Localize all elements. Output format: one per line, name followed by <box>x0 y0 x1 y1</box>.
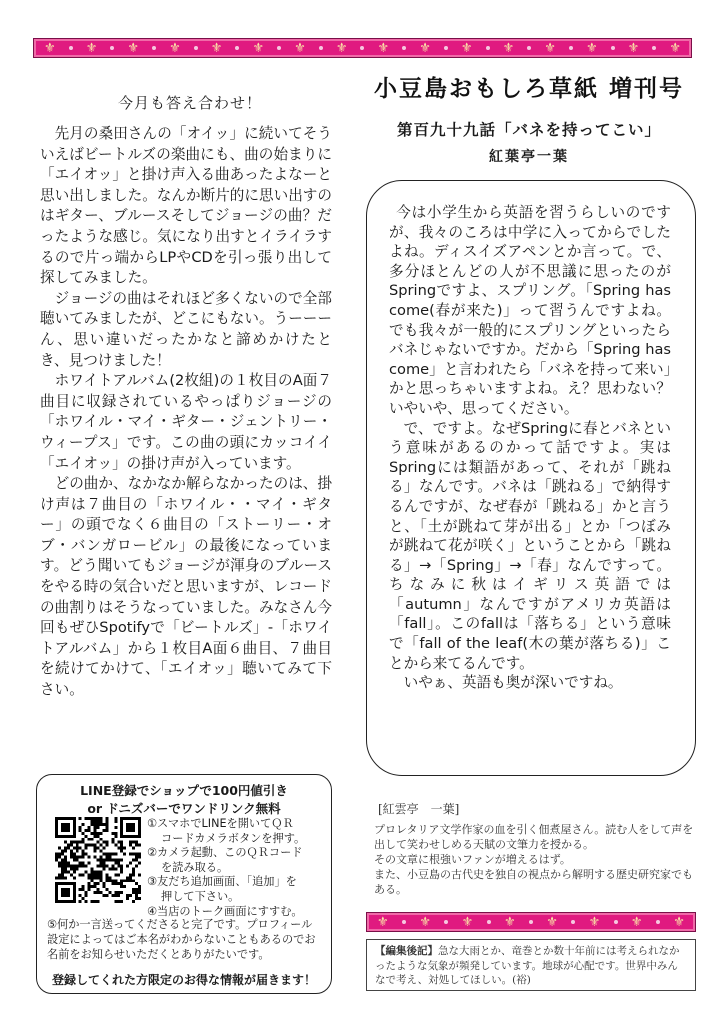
story-paragraph: いやぁ、英語も奥が深いですね。 <box>403 674 623 692</box>
story-paragraph: で、ですよ。なぜSpringに春とバネという意味があるのかって話ですよ。実はSpringには類語があって、それが「跳ねる」なんです。バネは「跳ねる」で納得するんですが、なぜ春が「跳ねる」かと言うと、「土が跳ねて芽が出る」とか「つぼみが跳ねて花が咲く」ということから「跳ねる」→「Spring」→「春」なんですって。ちなみに秋はイギリス英語では「autumn」なんですがアメリカ英語は「fall」。このfallは「落ちる」という意味で「fall of the leaf(木の葉が落ちる)」ことから来てるんです。 <box>389 419 671 672</box>
column-paragraph: どの曲か、なかなか解らなかったのは、掛け声は７曲目の「ホワイル・・マイ・ギター」の頭でなく６曲目の「ストーリー・オブ・バンガロービル」の最後になっています。どう聞いてもジョージが渾身のブルースをやる時の気合いだと思いますが、レコードの曲割りはそうなっていました。みなさん今回もぜひSpotifyで「ビートルズ」-「ホワイトアルバム」から１枚目A面６曲目、７曲目を続けてかけて、「エイオッ」聴いてみて下さい。 <box>40 475 332 699</box>
line-subheading: or ドニズバーでワンドリンク無料 <box>87 801 281 816</box>
dot-icon <box>571 920 575 924</box>
fleur-icon: ⚜ <box>585 40 598 56</box>
fleur-icon: ⚜ <box>169 40 181 56</box>
fleur-icon: ⚜ <box>294 40 306 56</box>
dot-icon <box>569 46 573 50</box>
dot-icon <box>402 920 406 924</box>
qr-code-icon[interactable] <box>55 817 141 903</box>
profile-line: プロレタリア文学作家の血を引く佃煮屋さん。読む人をして声を出して笑わせしめる天賦の文筆力を授かる。 <box>374 823 694 851</box>
line-step: ④当店のトーク画面にすすむ。 <box>147 904 303 918</box>
fleur-icon: ⚜ <box>377 914 389 930</box>
bottom-ornament-banner <box>366 912 696 932</box>
dot-icon <box>319 46 323 50</box>
column-title: 今月も答え合わせ！ <box>117 94 262 112</box>
fleur-icon: ⚜ <box>377 40 390 56</box>
dot-icon <box>614 920 618 924</box>
editor-note <box>366 939 696 991</box>
dot-icon <box>652 46 656 50</box>
line-steps <box>147 817 327 919</box>
dot-icon <box>235 46 239 50</box>
fleur-icon: ⚜ <box>335 40 348 56</box>
dot-icon <box>194 46 198 50</box>
episode-title: 第百九十九話「バネを持ってこい」 <box>396 121 661 139</box>
fleur-icon: ⚜ <box>85 40 98 56</box>
profile-text <box>374 822 694 897</box>
fleur-icon: ⚜ <box>544 40 556 56</box>
fleur-icon: ⚜ <box>252 40 265 56</box>
column-paragraph: ホワイトアルバム(2枚組)の１枚目のA面７曲目に収録されているやっぱりジョージの「ホワイル・マイ・ギター・ジェントリー・ウィープス」です。この曲の頭にカッコイイ「エイオッ」の掛け声が入っています。 <box>40 372 332 472</box>
dot-icon <box>527 46 531 50</box>
line-step: 押して下さい。 <box>161 889 240 903</box>
column-body <box>40 124 332 701</box>
line-registration-box <box>36 774 332 994</box>
fleur-icon: ⚜ <box>627 40 640 56</box>
line-step: ①スマホでLINEを開いてＱＲ <box>147 817 294 830</box>
profile-line: その文章に根強いファンが増えるはず。 <box>374 853 571 866</box>
dot-icon <box>402 46 406 50</box>
fleur-icon: ⚜ <box>461 914 474 930</box>
fleur-icon: ⚜ <box>630 914 643 930</box>
fleur-icon: ⚜ <box>419 914 431 930</box>
dot-icon <box>656 920 660 924</box>
author-name: 紅葉亭一葉 <box>489 149 569 165</box>
line-step: を読み取る。 <box>161 860 229 874</box>
fleur-icon: ⚜ <box>127 40 140 56</box>
dot-icon <box>529 920 533 924</box>
line-step: ③友だち追加画面、「追加」を <box>147 875 297 889</box>
dot-icon <box>152 46 156 50</box>
story-box <box>366 180 696 776</box>
profile-line: また、小豆島の古代史を独自の視点から解明する歴史研究家でもある。 <box>374 868 693 896</box>
fleur-icon: ⚜ <box>502 40 515 56</box>
fleur-icon: ⚜ <box>546 914 558 930</box>
fleur-icon: ⚜ <box>503 914 516 930</box>
fleur-icon: ⚜ <box>419 40 431 56</box>
top-ornament-banner <box>33 38 692 58</box>
fleur-icon: ⚜ <box>673 914 685 930</box>
dot-icon <box>360 46 364 50</box>
dot-icon <box>69 46 73 50</box>
editor-note-text: 急な大雨とか、竜巻とか数十年前には考えられなかったような気象が頻発しています。地球が心配です。世界中みんなで考え、対処してほしい。(裕) <box>375 945 680 986</box>
dot-icon <box>110 46 114 50</box>
dot-icon <box>277 46 281 50</box>
dot-icon <box>611 46 615 50</box>
dot-icon <box>487 920 491 924</box>
fleur-icon: ⚜ <box>588 914 601 930</box>
fleur-icon: ⚜ <box>210 40 223 56</box>
profile-heading: [紅雲亭 一葉] <box>378 802 460 816</box>
column-paragraph: 先月の桑田さんの「オイッ」に続いてそういえばビートルズの楽曲にも、曲の始まりに「エイオッ」と掛け声入る曲あったよなーと思い出しました。なんか断片的に思い出すのはギター、ブルースそしてジョージの曲？だったような感じ。気になり出すとイライラするので片っ端からLPやCDを引っ張り出して探してみました。 <box>40 125 332 287</box>
dot-icon <box>486 46 490 50</box>
dot-icon <box>444 46 448 50</box>
fleur-icon: ⚜ <box>44 40 56 56</box>
line-step: コードカメラボタンを押す。 <box>161 831 306 845</box>
line-footer: 登録してくれた方限定のお得な情報が届きます！ <box>51 973 316 987</box>
story-body <box>389 203 671 693</box>
story-paragraph: 今は小学生から英語を習うらしいのですが、我々のころは中学に入ってからでしたよね。ディスイズアペンとか言って。で、多分ほとんどの人が不思議に思ったのがSpringですよ、スプリング。「Spring has come(春が来た)」って習うんですよね。でも我々が一般的にスプリングといったらバネじゃないですか。だから「Spring has come」と言われたら「バネを持って来い」かと思っちゃいますよね。え？思わない？いやいや、思ってください。 <box>389 204 671 417</box>
dot-icon <box>444 920 448 924</box>
masthead-title: 小豆島おもしろ草紙 増刊号 <box>373 76 684 102</box>
line-note: ⑤何か一言送ってくださると完了です。プロフィール設定によってはご本名がわからないこともあるのでお名前をお知らせいただくとありがたいです。 <box>47 918 316 961</box>
column-paragraph: ジョージの曲はそれほど多くないので全部聴いてみましたが、どこにもない。うーーーん、思い違いだったかなと諦めかけたとき、見つけました！ <box>40 289 332 369</box>
line-step: ②カメラ起動、このＱＲコード <box>147 846 303 860</box>
editor-note-label: 【編集後記】 <box>375 945 438 957</box>
fleur-icon: ⚜ <box>669 40 681 56</box>
line-heading: LINE登録でショップで100円値引き <box>80 783 288 798</box>
fleur-icon: ⚜ <box>460 40 473 56</box>
